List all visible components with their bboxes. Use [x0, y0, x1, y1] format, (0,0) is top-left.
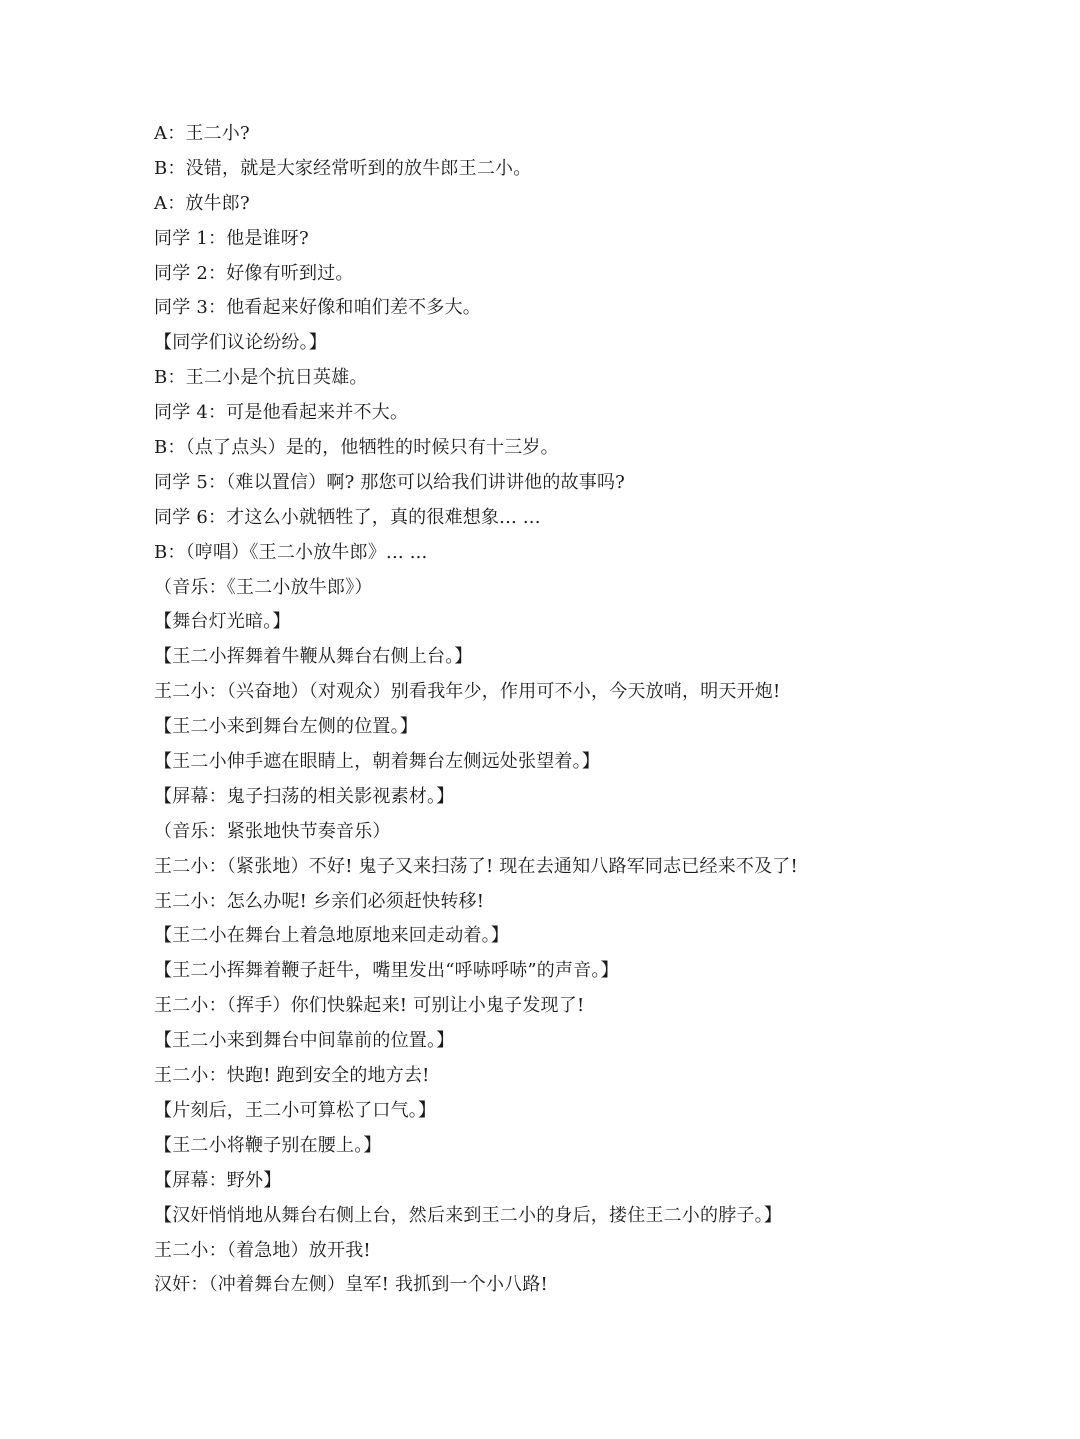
- music-cue: （音乐：紧张地快节奏音乐）: [154, 820, 391, 842]
- script-line: 王二小：怎么办呢! 乡亲们必须赶快转移!: [154, 890, 485, 912]
- script-line: B：（点了点头）是的，他牺牲的时候只有十三岁。: [154, 437, 559, 459]
- script-line: 同学 3：他看起来好像和咱们差不多大。: [154, 297, 481, 319]
- stage-direction: 【屏幕：鬼子扫荡的相关影视素材。】: [154, 785, 455, 807]
- stage-direction: 【同学们议论纷纷。】: [154, 332, 327, 354]
- stage-direction: 【王二小在舞台上着急地原地来回走动着。】: [154, 925, 509, 947]
- script-line: 王二小：（兴奋地）（对观众）别看我年少，作用可不小，今天放哨，明天开炮!: [154, 681, 781, 703]
- script-line: 王二小：（着急地）放开我!: [154, 1239, 371, 1261]
- script-line: B：没错，就是大家经常听到的放牛郎王二小。: [154, 157, 532, 179]
- stage-direction: 【王二小来到舞台中间靠前的位置。】: [154, 1030, 455, 1052]
- stage-direction: 【汉奸悄悄地从舞台右侧上台，然后来到王二小的身后，搂住王二小的脖子。】: [154, 1204, 782, 1226]
- script-line: 同学 6：才这么小就牺牲了，真的很难想象... ...: [154, 506, 541, 528]
- script-line: 王二小：（紧张地）不好! 鬼子又来扫荡了! 现在去通知八路军同志已经来不及了!: [154, 855, 798, 877]
- script-line: 同学 2：好像有听到过。: [154, 262, 354, 284]
- script-line: A：放牛郎?: [154, 192, 250, 214]
- script-line: 同学 4：可是他看起来并不大。: [154, 402, 409, 424]
- stage-direction: 【屏幕：野外】: [154, 1169, 282, 1191]
- stage-direction: 【王二小挥舞着牛鞭从舞台右侧上台。】: [154, 646, 473, 668]
- music-cue: （音乐：《王二小放牛郎》）: [154, 576, 373, 598]
- stage-direction: 【王二小伸手遮在眼睛上，朝着舞台左侧远处张望着。】: [154, 751, 600, 773]
- script-line: 汉奸：（冲着舞台左侧）皇军! 我抓到一个小八路!: [154, 1274, 548, 1296]
- script-line: 王二小：快跑! 跑到安全的地方去!: [154, 1065, 430, 1087]
- stage-direction: 【片刻后，王二小可算松了口气。】: [154, 1099, 437, 1121]
- script-line: A：王二小?: [154, 123, 250, 144]
- stage-direction: 【王二小挥舞着鞭子赶牛，嘴里发出“呼哧呼哧”的声音。】: [154, 960, 619, 982]
- script-line: 王二小：（挥手）你们快躲起来! 可别让小鬼子发现了!: [154, 995, 585, 1017]
- script-line: 同学 1：他是谁呀?: [154, 227, 309, 249]
- stage-direction: 【王二小将鞭子别在腰上。】: [154, 1134, 382, 1156]
- script-line: 同学 5：（难以置信）啊? 那您可以给我们讲讲他的故事吗?: [154, 471, 625, 493]
- script-body: [154, 117, 1034, 1303]
- stage-direction: 【舞台灯光暗。】: [154, 611, 291, 633]
- script-line: B：（哼唱）《王二小放牛郎》... ...: [154, 541, 428, 563]
- script-line: B：王二小是个抗日英雄。: [154, 367, 368, 389]
- stage-direction: 【王二小来到舞台左侧的位置。】: [154, 716, 418, 738]
